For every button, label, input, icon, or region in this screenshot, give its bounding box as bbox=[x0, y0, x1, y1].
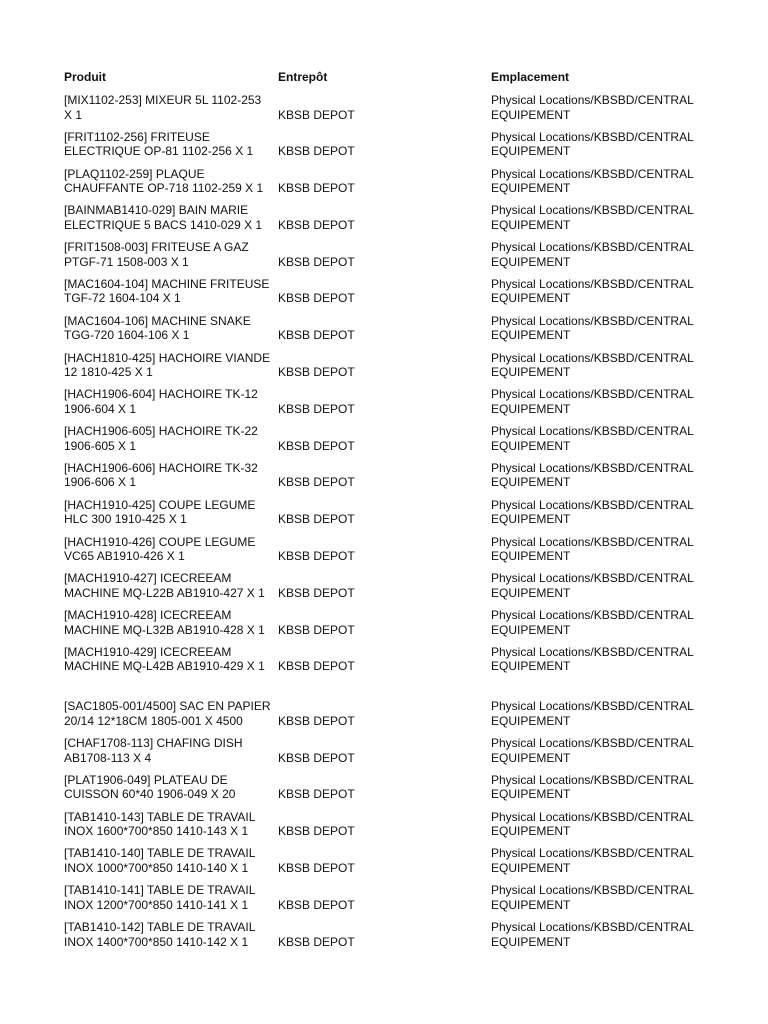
product-cell: [MAC1604-106] MACHINE SNAKE TGG-720 1604-106 X 1 bbox=[64, 313, 251, 343]
product-cell: [SAC1805-001/4500] SAC EN PAPIER 20/14 12*18CM 1805-001 X 4500 bbox=[64, 699, 271, 728]
warehouse-cell: KBSB DEPOT bbox=[278, 475, 355, 490]
product-cell: [HACH1906-606] HACHOIRE TK-32 1906-606 X 1 bbox=[64, 460, 258, 490]
table-row bbox=[0, 314, 768, 351]
table-row bbox=[0, 461, 768, 498]
warehouse-cell: KBSB DEPOT bbox=[278, 824, 355, 839]
table-row bbox=[0, 773, 768, 810]
table-row bbox=[0, 387, 768, 424]
table-row bbox=[0, 351, 768, 388]
warehouse-cell: KBSB DEPOT bbox=[278, 512, 355, 527]
warehouse-cell: KBSB DEPOT bbox=[278, 622, 355, 637]
product-cell: [TAB1410-140] TABLE DE TRAVAIL INOX 1000*700*850 1410-140 X 1 bbox=[64, 846, 256, 875]
location-cell: Physical Locations/KBSBD/CENTRAL EQUIPEMENT bbox=[491, 809, 694, 839]
product-cell: [BAINMAB1410-029] BAIN MARIE ELECTRIQUE 5 BACS 1410-029 X 1 bbox=[64, 203, 263, 232]
location-cell: Physical Locations/KBSBD/CENTRAL EQUIPEMENT bbox=[491, 424, 694, 453]
location-cell: Physical Locations/KBSBD/CENTRAL EQUIPEMENT bbox=[491, 772, 694, 802]
table-row bbox=[0, 424, 768, 461]
table-row bbox=[0, 920, 768, 957]
table-row bbox=[0, 167, 768, 204]
table-row bbox=[0, 608, 768, 645]
location-cell: Physical Locations/KBSBD/CENTRAL EQUIPEMENT bbox=[491, 350, 694, 380]
product-cell: [MACH1910-428] ICECREEAM MACHINE MQ-L32B AB1910-428 X 1 bbox=[64, 608, 265, 637]
warehouse-cell: KBSB DEPOT bbox=[278, 860, 355, 875]
product-cell: [PLAQ1102-259] PLAQUE CHAUFFANTE OP-718 1102-259 X 1 bbox=[64, 166, 264, 196]
warehouse-cell: KBSB DEPOT bbox=[278, 585, 355, 600]
table-row bbox=[0, 810, 768, 847]
table-row bbox=[0, 93, 768, 130]
location-cell: Physical Locations/KBSBD/CENTRAL EQUIPEMENT bbox=[491, 571, 694, 600]
location-cell: Physical Locations/KBSBD/CENTRAL EQUIPEMENT bbox=[491, 534, 694, 564]
product-cell: [HACH1810-425] HACHOIRE VIANDE 12 1810-425 X 1 bbox=[64, 350, 271, 380]
table-row bbox=[0, 645, 768, 682]
location-cell: Physical Locations/KBSBD/CENTRAL EQUIPEMENT bbox=[491, 699, 694, 728]
warehouse-cell: KBSB DEPOT bbox=[278, 549, 355, 564]
location-cell: Physical Locations/KBSBD/CENTRAL EQUIPEMENT bbox=[491, 736, 694, 765]
product-cell: [CHAF1708-113] CHAFING DISH AB1708-113 X 4 bbox=[64, 736, 243, 765]
location-cell: Physical Locations/KBSBD/CENTRAL EQUIPEMENT bbox=[491, 846, 694, 875]
location-cell: Physical Locations/KBSBD/CENTRAL EQUIPEMENT bbox=[491, 644, 694, 674]
table-row bbox=[0, 883, 768, 920]
location-cell: Physical Locations/KBSBD/CENTRAL EQUIPEMENT bbox=[491, 129, 694, 159]
table-row bbox=[0, 699, 768, 736]
table-row bbox=[0, 571, 768, 608]
product-cell: [HACH1906-605] HACHOIRE TK-22 1906-605 X 1 bbox=[64, 424, 258, 453]
table-row bbox=[0, 203, 768, 240]
product-cell: [MACH1910-429] ICECREEAM MACHINE MQ-L42B AB1910-429 X 1 bbox=[64, 644, 265, 674]
warehouse-cell: KBSB DEPOT bbox=[278, 181, 355, 196]
product-cell: [TAB1410-142] TABLE DE TRAVAIL INOX 1400*700*850 1410-142 X 1 bbox=[64, 920, 256, 949]
location-cell: Physical Locations/KBSBD/CENTRAL EQUIPEMENT bbox=[491, 240, 694, 269]
location-cell: Physical Locations/KBSBD/CENTRAL EQUIPEMENT bbox=[491, 93, 694, 122]
header-location: Emplacement bbox=[491, 70, 570, 84]
table-row bbox=[0, 240, 768, 277]
warehouse-cell: KBSB DEPOT bbox=[278, 401, 355, 416]
warehouse-cell: KBSB DEPOT bbox=[278, 291, 355, 306]
table-row bbox=[0, 498, 768, 535]
product-cell: [MIX1102-253] MIXEUR 5L 1102-253 X 1 bbox=[64, 93, 262, 122]
warehouse-cell: KBSB DEPOT bbox=[278, 107, 355, 122]
warehouse-cell: KBSB DEPOT bbox=[278, 897, 355, 912]
product-cell: [TAB1410-141] TABLE DE TRAVAIL INOX 1200*700*850 1410-141 X 1 bbox=[64, 883, 256, 912]
location-cell: Physical Locations/KBSBD/CENTRAL EQUIPEMENT bbox=[491, 608, 694, 637]
location-cell: Physical Locations/KBSBD/CENTRAL EQUIPEMENT bbox=[491, 883, 694, 912]
warehouse-cell: KBSB DEPOT bbox=[278, 659, 355, 674]
product-cell: [FRIT1102-256] FRITEUSE ELECTRIQUE OP-81 1102-256 X 1 bbox=[64, 129, 254, 159]
location-cell: Physical Locations/KBSBD/CENTRAL EQUIPEMENT bbox=[491, 460, 694, 490]
table-row bbox=[0, 846, 768, 883]
header-product: Produit bbox=[64, 70, 106, 84]
warehouse-cell: KBSB DEPOT bbox=[278, 217, 355, 232]
table-row bbox=[0, 736, 768, 773]
product-cell: [FRIT1508-003] FRITEUSE A GAZ PTGF-71 1508-003 X 1 bbox=[64, 240, 249, 269]
product-cell: [HACH1910-425] COUPE LEGUME HLC 300 1910-425 X 1 bbox=[64, 497, 256, 527]
warehouse-cell: KBSB DEPOT bbox=[278, 438, 355, 453]
product-cell: [TAB1410-143] TABLE DE TRAVAIL INOX 1600*700*850 1410-143 X 1 bbox=[64, 809, 256, 839]
warehouse-cell: KBSB DEPOT bbox=[278, 328, 355, 343]
warehouse-cell: KBSB DEPOT bbox=[278, 254, 355, 269]
location-cell: Physical Locations/KBSBD/CENTRAL EQUIPEMENT bbox=[491, 166, 694, 196]
product-cell: [MACH1910-427] ICECREEAM MACHINE MQ-L22B AB1910-427 X 1 bbox=[64, 571, 265, 600]
location-cell: Physical Locations/KBSBD/CENTRAL EQUIPEMENT bbox=[491, 313, 694, 343]
warehouse-cell: KBSB DEPOT bbox=[278, 144, 355, 159]
warehouse-cell: KBSB DEPOT bbox=[278, 365, 355, 380]
warehouse-cell: KBSB DEPOT bbox=[278, 934, 355, 949]
warehouse-cell: KBSB DEPOT bbox=[278, 750, 355, 765]
product-cell: [PLAT1906-049] PLATEAU DE CUISSON 60*40 1906-049 X 20 bbox=[64, 772, 236, 802]
location-cell: Physical Locations/KBSBD/CENTRAL EQUIPEMENT bbox=[491, 387, 694, 416]
header-warehouse: Entrepôt bbox=[278, 70, 328, 84]
table-body bbox=[0, 93, 768, 957]
location-cell: Physical Locations/KBSBD/CENTRAL EQUIPEMENT bbox=[491, 276, 694, 306]
table-header bbox=[0, 70, 768, 86]
product-cell: [MAC1604-104] MACHINE FRITEUSE TGF-72 1604-104 X 1 bbox=[64, 276, 270, 306]
product-cell: [HACH1906-604] HACHOIRE TK-12 1906-604 X 1 bbox=[64, 387, 258, 416]
location-cell: Physical Locations/KBSBD/CENTRAL EQUIPEMENT bbox=[491, 920, 694, 949]
product-cell: [HACH1910-426] COUPE LEGUME VC65 AB1910-426 X 1 bbox=[64, 534, 256, 564]
table-row bbox=[0, 535, 768, 572]
table-row bbox=[0, 277, 768, 314]
location-cell: Physical Locations/KBSBD/CENTRAL EQUIPEMENT bbox=[491, 203, 694, 232]
table-row bbox=[0, 130, 768, 167]
location-cell: Physical Locations/KBSBD/CENTRAL EQUIPEMENT bbox=[491, 497, 694, 527]
warehouse-cell: KBSB DEPOT bbox=[278, 713, 355, 728]
warehouse-cell: KBSB DEPOT bbox=[278, 787, 355, 802]
